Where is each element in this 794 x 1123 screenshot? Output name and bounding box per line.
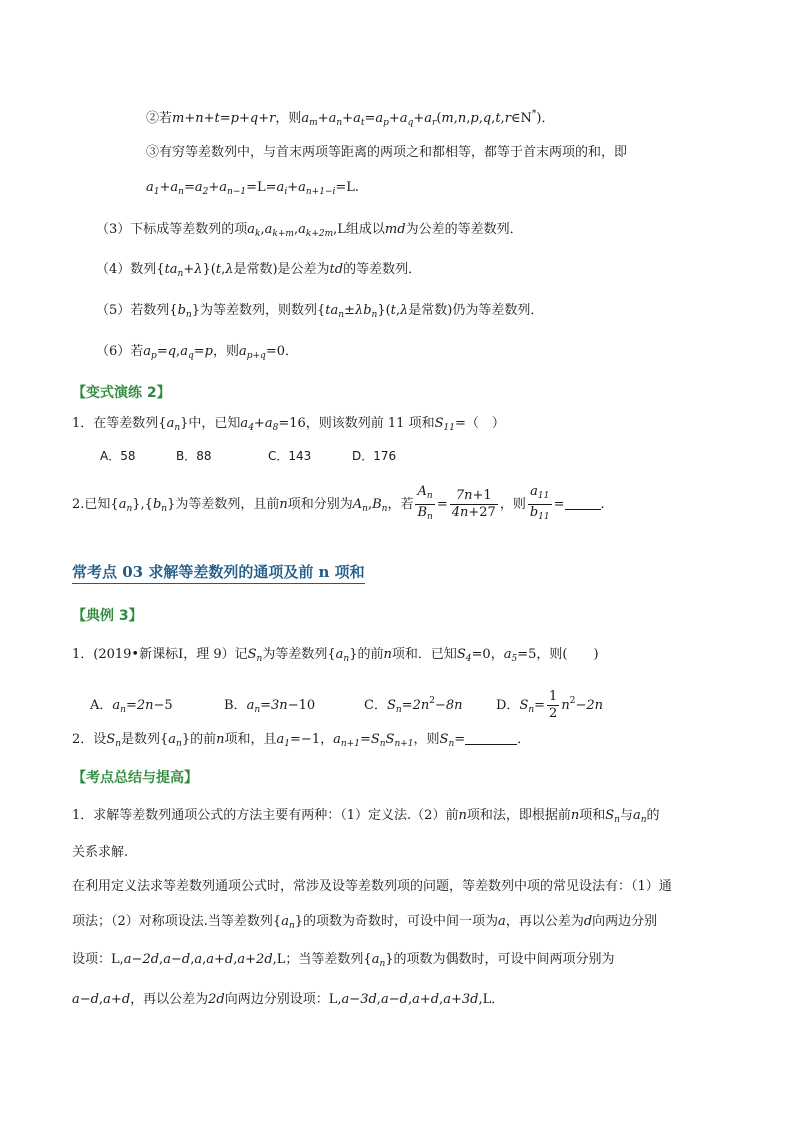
example-3-options: [90, 686, 603, 725]
answer-blank[interactable]: [465, 744, 517, 745]
summary-line-4: 项法；（2）对称项设法.当等差数列$\{a_n\}$的项数为奇数时，可设中间一项为a，再以公差为d向两边分别: [72, 914, 658, 931]
option-b[interactable]: B．$a_n=3n-10$: [224, 698, 316, 715]
answer-blank[interactable]: [565, 509, 601, 510]
summary-line-2: 关系求解.: [72, 845, 129, 860]
option-a[interactable]: A．$a_n=2n-5$: [90, 698, 173, 715]
practice-2-options: [100, 446, 396, 466]
option-c[interactable]: C．$S_n=2n^2-8n$: [364, 696, 463, 715]
option-b[interactable]: B．88: [176, 449, 212, 463]
summary-line-6: a−d,a+d，再以公差为2d向两边分别设项：L,a−3d,a−d,a+d,a+3d,L．: [72, 992, 505, 1007]
practice-2-question-2: 2.已知$\{a_n\},\{b_n\}$为等差数列，且前n项和分别为$A_n,B_n$，若 $\frac{A_n}{B_n}$ = $\frac{7n+1}{4n+27}$ ，则 $\frac{a_{11}}{b_{11}}$ = .: [72, 484, 605, 522]
item-3: （3）下标成等差数列的项$a_k,a_{k+m},a_{k+2m},L$组成以md为公差的等差数列．: [96, 222, 523, 239]
summary-header: 【考点总结与提高】: [72, 770, 198, 786]
example-3-question-1: 1．(2019•新课标Ⅰ，理 9）记$S_n$为等差数列$\{a_n\}$的前n项和．已知$S_4=0$，$a_5=5$，则( ): [72, 647, 599, 664]
practice-2-header: 【变式演练 2】: [72, 385, 171, 401]
item-4: （4）数列$\{ta_n+\lambda\}(t,\lambda$是常数)是公差为td的等差数列．: [96, 262, 422, 279]
item-6: （6）若$a_p=q,a_q=p$，则$a_{p+q}=0$．: [96, 344, 298, 361]
item-5: （5）若数列$\{b_n\}$为等差数列，则数列$\{ta_n\pm\lambda b_n\}(t,\lambda$是常数)仍为等差数列．: [96, 303, 544, 320]
example-3-header: 【典例 3】: [72, 608, 143, 624]
summary-line-1: 1．求解等差数列通项公式的方法主要有两种：（1）定义法.（2）前n项和法，即根据前n项和$S_n$与$a_n$的: [72, 808, 660, 825]
option-d[interactable]: D．$S_n=$ $\frac{1}{2}$ $n^2-2n$: [496, 689, 603, 721]
example-3-question-2: 2．设$S_n$是数列$\{a_n\}$的前n项和，且$a_1=-1$，$a_{n+1}=S_nS_{n+1}$，则$S_n=$ ．: [72, 732, 531, 749]
summary-line-3: 在利用定义法求等差数列通项公式时，常涉及设等差数列项的问题，等差数列中项的常见设法有：（1）通: [72, 879, 672, 894]
summary-line-5: 设项：L,a−2d,a−d,a,a+d,a+2d,L；当等差数列$\{a_n\}$的项数为偶数时，可设中间两项分别为: [72, 952, 615, 969]
practice-2-question-1: 1．在等差数列$\{a_n\}$中，已知$a_4+a_8=16$，则该数列前 11 项和$S_{11}=$（ ）: [72, 416, 505, 433]
property-3-formula: $a_1+a_n=a_2+a_{n-1}=L=a_i+a_{n+1-i}=L$.: [146, 180, 360, 197]
option-d[interactable]: D．176: [352, 449, 397, 463]
option-a[interactable]: A．58: [100, 449, 136, 463]
property-3: ③有穷等差数列中，与首末两项等距离的两项之和都相等，都等于首末两项的和，即: [146, 145, 628, 160]
section-title: 常考点 03 求解等差数列的通项及前 n 项和: [72, 562, 365, 584]
option-c[interactable]: C．143: [268, 449, 312, 463]
property-2: ②若m+n+t=p+q+r，则$a_m+a_n+a_t=a_p+a_q+a_r(m,n,p,q,t,r\in N^*)$．: [146, 109, 555, 128]
